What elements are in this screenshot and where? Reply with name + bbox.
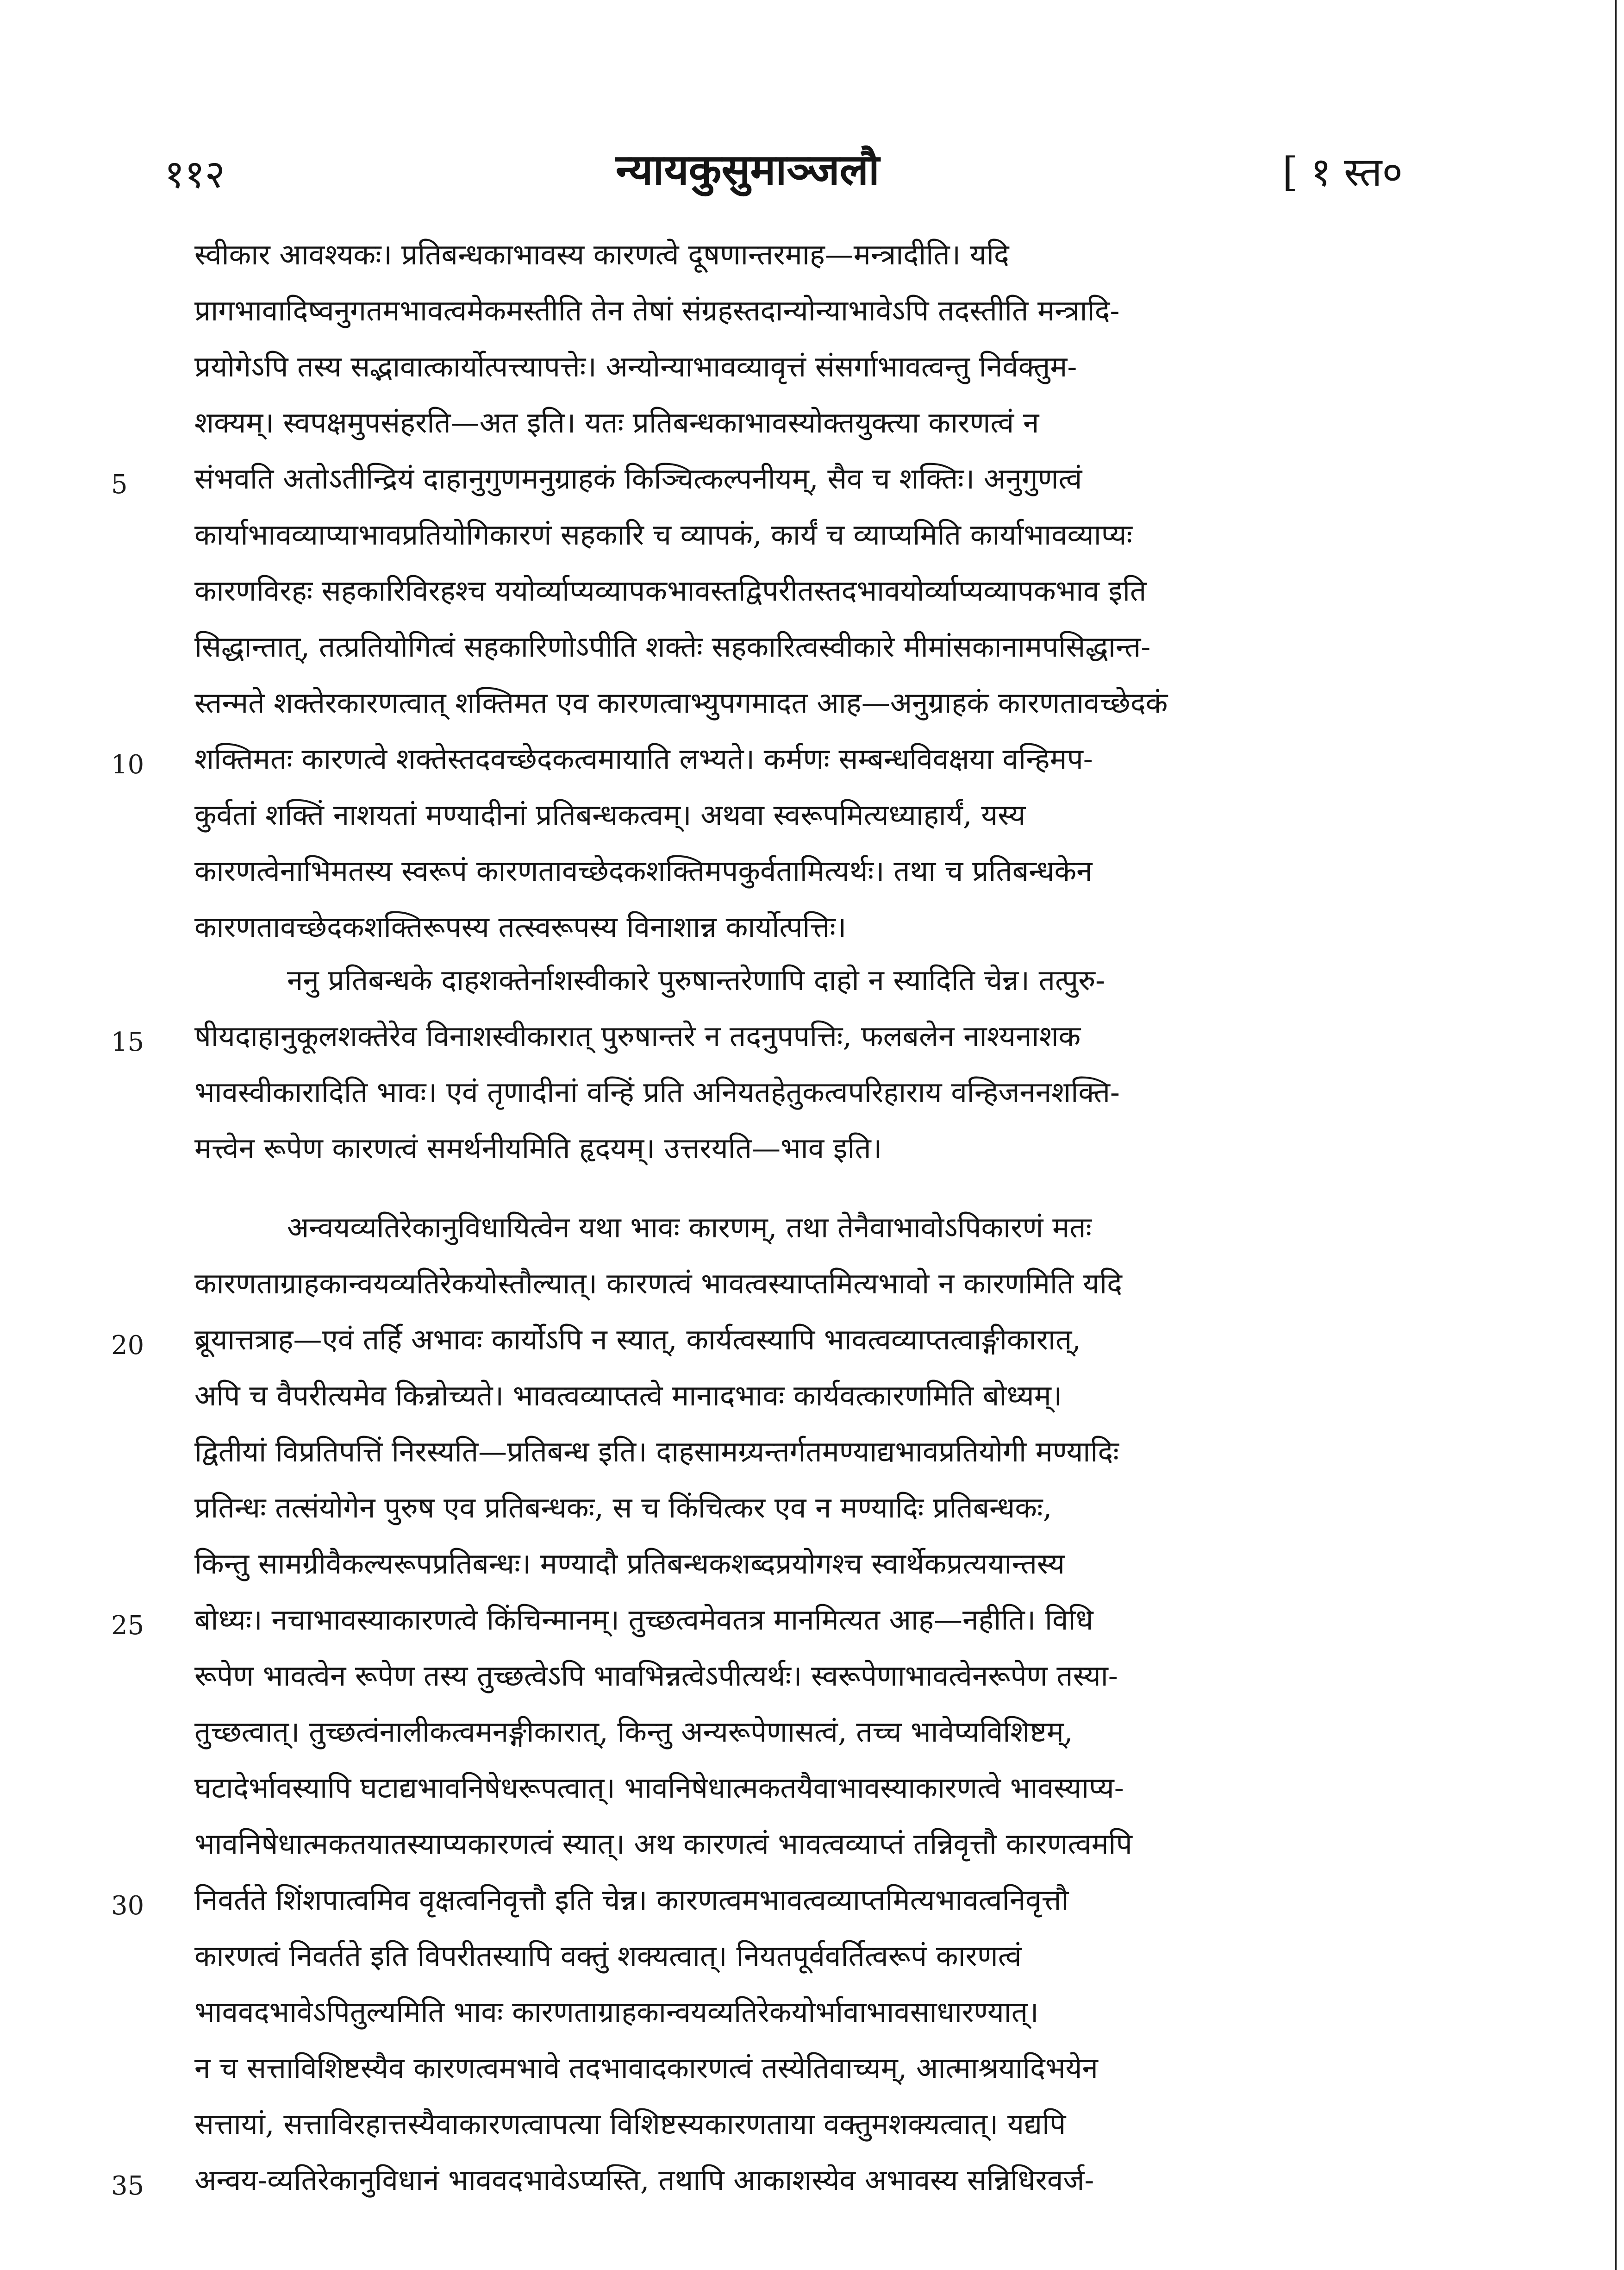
text-line [0,395,1624,451]
line-number: 20 [111,1330,144,1361]
text-line [0,2096,1624,2152]
text-line [0,563,1624,619]
text-line [0,339,1624,395]
text-line [0,1928,1624,1984]
section-marker: [ १ स्त० [1282,149,1403,195]
page-number: ११२ [164,151,225,197]
line-text: स्वीकार आवश्यकः। प्रतिबन्धकाभावस्य कारणत्वे दूषणान्तरमाह—मन्त्रादीति। यदि [194,238,1009,271]
line-text: कारणत्वं निवर्तते इति विपरीतस्यापि वक्तुं शक्यत्वात्। नियतपूर्ववर्तित्वरूपं कारणत्वं [194,1939,1022,1973]
text-line [0,227,1624,282]
line-text: शक्यम्। स्वपक्षमुपसंहरति—अत इति। यतः प्रतिबन्धकाभावस्योक्तयुक्त्या कारणत्वं न [194,406,1039,439]
text-line [0,953,1624,1008]
text-line [0,1536,1624,1592]
text-line [0,675,1624,731]
text-line [0,1121,1624,1176]
line-text: घटादेर्भावस्यापि घटाद्यभावनिषेधरूपत्वात्। भावनिषेधात्मकतयैवाभावस्याकारणत्वे भावस्याप्य- [194,1771,1124,1805]
text-line [0,1984,1624,2040]
line-text: कुर्वतां शक्तिं नाशयतां मण्यादीनां प्रतिबन्धकत्वम्। अथवा स्वरूपमित्यध्याहार्यं, यस्य [194,798,1026,832]
text-line [0,1648,1624,1704]
line-text: शक्तिमतः कारणत्वे शक्तेस्तदवच्छेदकत्वमायाति लभ्यते। कर्मणः सम्बन्धविवक्षया वन्हिमप- [194,742,1093,776]
text-line [0,843,1624,899]
text-line [0,1009,1624,1064]
line-text: अन्वय-व्यतिरेकानुविधानं भाववदभावेऽप्यस्ति, तथापि आकाशस्येव अभावस्य सन्निधिरवर्ज- [194,2163,1094,2197]
line-text: कारणताग्राहकान्वयव्यतिरेकयोस्तौल्यात्। कारणत्वं भावत्वस्याप्तमित्यभावो न कारणमिति यदि [194,1267,1122,1300]
text-line [0,619,1624,675]
line-text: कारणत्वेनाभिमतस्य स्वरूपं कारणतावच्छेदकशक्तिमपकुर्वतामित्यर्थः। तथा च प्रतिबन्धकेन [194,854,1093,888]
text-line [0,899,1624,955]
text-line [0,451,1624,507]
line-text: तुच्छत्वात्। तुच्छत्वंनालीकत्वमनङ्गीकारात्, किन्तु अन्यरूपेणासत्वं, तच्च भावेप्यविशिष्टम्, [194,1715,1073,1749]
line-text: संभवति अतोऽतीन्द्रियं दाहानुगुणमनुग्राहकं किञ्चित्कल्पनीयम्, सैव च शक्तिः। अनुगुणत्वं [194,462,1082,495]
text-line [0,1312,1624,1367]
line-text: भावनिषेधात्मकतयातस्याप्यकारणत्वं स्यात्। अथ कारणत्वं भावत्वव्याप्तं तन्निवृत्तौ कारणत्वमपि [194,1827,1132,1861]
text-line [0,2152,1624,2208]
text-line [0,1816,1624,1872]
running-header [0,139,1624,204]
line-text: द्वितीयां विप्रतिपत्तिं निरस्यति—प्रतिबन्ध इति। दाहसामग्र्यन्तर्गतमण्याद्यभावप्रतियोगी मण्यादिः [194,1435,1119,1468]
line-text: अपि च वैपरीत्यमेव किन्नोच्यते। भावत्वव्याप्तत्वे मानादभावः कार्यवत्कारणमिति बोध्यम्। [194,1379,1062,1412]
line-text: न च सत्ताविशिष्टस्यैव कारणत्वमभावे तदभावादकारणत्वं तस्येतिवाच्यम्, आत्माश्रयादिभयेन [194,2051,1098,2085]
line-text: ननु प्रतिबन्धके दाहशक्तेर्नाशस्वीकारे पुरुषान्तरेणापि दाहो न स्यादिति चेन्न। तत्पुरु- [287,963,1106,997]
line-text: अन्वयव्यतिरेकानुविधायित्वेन यथा भावः कारणम्, तथा तेनैवाभावोऽपिकारणं मतः [287,1210,1092,1244]
text-line [0,1872,1624,1928]
line-text: किन्तु सामग्रीवैकल्यरूपप्रतिबन्धः। मण्यादौ प्रतिबन्धकशब्दप्रयोगश्च स्वार्थेकप्रत्ययान्तस्य [194,1547,1065,1580]
line-number: 5 [111,470,128,500]
line-text: मत्त्वेन रूपेण कारणत्वं समर्थनीयमिति हृदयम्। उत्तरयति—भाव इति। [194,1131,882,1165]
text-line [0,2040,1624,2096]
text-line [0,1256,1624,1311]
text-line [0,1704,1624,1760]
line-number: 15 [111,1027,144,1057]
line-text: निवर्तते शिंशपात्वमिव वृक्षत्वनिवृत्तौ इति चेन्न। कारणत्वमभावत्वव्याप्तमित्यभावत्वनिवृत्तौ [194,1883,1069,1917]
text-line [0,283,1624,339]
text-line [0,507,1624,563]
line-text: प्रयोगेऽपि तस्य सद्भावात्कार्योत्पत्त्यापत्तेः। अन्योन्याभावव्यावृत्तं संसर्गाभावत्वन्तु निर्वक्तुम- [194,350,1077,383]
line-number: 10 [111,750,144,780]
line-number: 35 [111,2171,144,2201]
line-text: रूपेण भावत्वेन रूपेण तस्य तुच्छत्वेऽपि भावभिन्नत्वेऽपीत्यर्थः। स्वरूपेणाभावत्वेनरूपेण तस्या- [194,1659,1118,1693]
line-text: भावस्वीकारादिति भावः। एवं तृणादीनां वन्हिं प्रति अनियतहेतुकत्वपरिहाराय वन्हिजननशक्ति- [194,1075,1120,1109]
text-line [0,1480,1624,1536]
line-text: प्रागभावादिष्वनुगतमभावत्वमेकमस्तीति तेन तेषां संग्रहस्तदान्योन्याभावेऽपि तदस्तीति मन्त्रादि- [194,294,1120,327]
line-text: प्रतिन्धः तत्संयोगेन पुरुष एव प्रतिबन्धकः, स च किंचित्कर एव न मण्यादिः प्रतिबन्धकः, [194,1491,1052,1524]
line-number: 30 [111,1891,144,1921]
text-line [0,787,1624,843]
text-line [0,1760,1624,1816]
line-text: बोध्यः। नचाभावस्याकारणत्वे किंचिन्मानम्। तुच्छत्वमेवतत्र मानमित्यत आह—नहीति। विधि [194,1603,1093,1637]
line-text: स्तन्मते शक्तेरकारणत्वात् शक्तिमत एव कारणत्वाभ्युपगमादत आह—अनुग्राहकं कारणतावच्छेदकं [194,686,1168,720]
text-line [0,1592,1624,1648]
text-line [0,1065,1624,1120]
line-text: भाववदभावेऽपितुल्यमिति भावः कारणताग्राहकान्वयव्यतिरेकयोर्भावाभावसाधारण्यात्। [194,1995,1039,2029]
line-text: ब्रूयात्तत्राह—एवं तर्हि अभावः कार्योऽपि न स्यात्, कार्यत्वस्यापि भावत्वव्याप्तत्वाङ्गीकारात्, [194,1323,1081,1356]
text-line [0,731,1624,787]
line-text: सिद्धान्तात्, तत्प्रतियोगित्वं सहकारिणोऽपीति शक्तेः सहकारित्वस्वीकारे मीमांसकानामपसिद्धान्त- [194,630,1151,664]
line-text: कारणतावच्छेदकशक्तिरूपस्य तत्स्वरूपस्य विनाशान्न कार्योत्पत्तिः। [194,910,847,944]
running-title: न्यायकुसुमाञ्जलौ [616,144,880,194]
line-text: षीयदाहानुकूलशक्तेरेव विनाशस्वीकारात् पुरुषान्तरे न तदनुपपत्तिः, फलबलेन नाश्यनाशक [194,1019,1081,1053]
line-text: कारणविरहः सहकारिविरहश्च ययोर्व्याप्यव्यापकभावस्तद्विपरीतस्तदभावयोर्व्याप्यव्यापकभाव इति [194,574,1147,608]
line-text: सत्तायां, सत्ताविरहात्तस्यैवाकारणत्वापत्या विशिष्टस्यकारणताया वक्तुमशक्यत्वात्। यद्यपि [194,2107,1066,2141]
text-line [0,1424,1624,1480]
line-text: कार्याभावव्याप्याभावप्रतियोगिकारणं सहकारि च व्यापकं, कार्यं च व्याप्यमिति कार्याभावव्याप्यः [194,518,1132,552]
text-line [0,1200,1624,1255]
text-line [0,1368,1624,1423]
line-number: 25 [111,1611,144,1641]
